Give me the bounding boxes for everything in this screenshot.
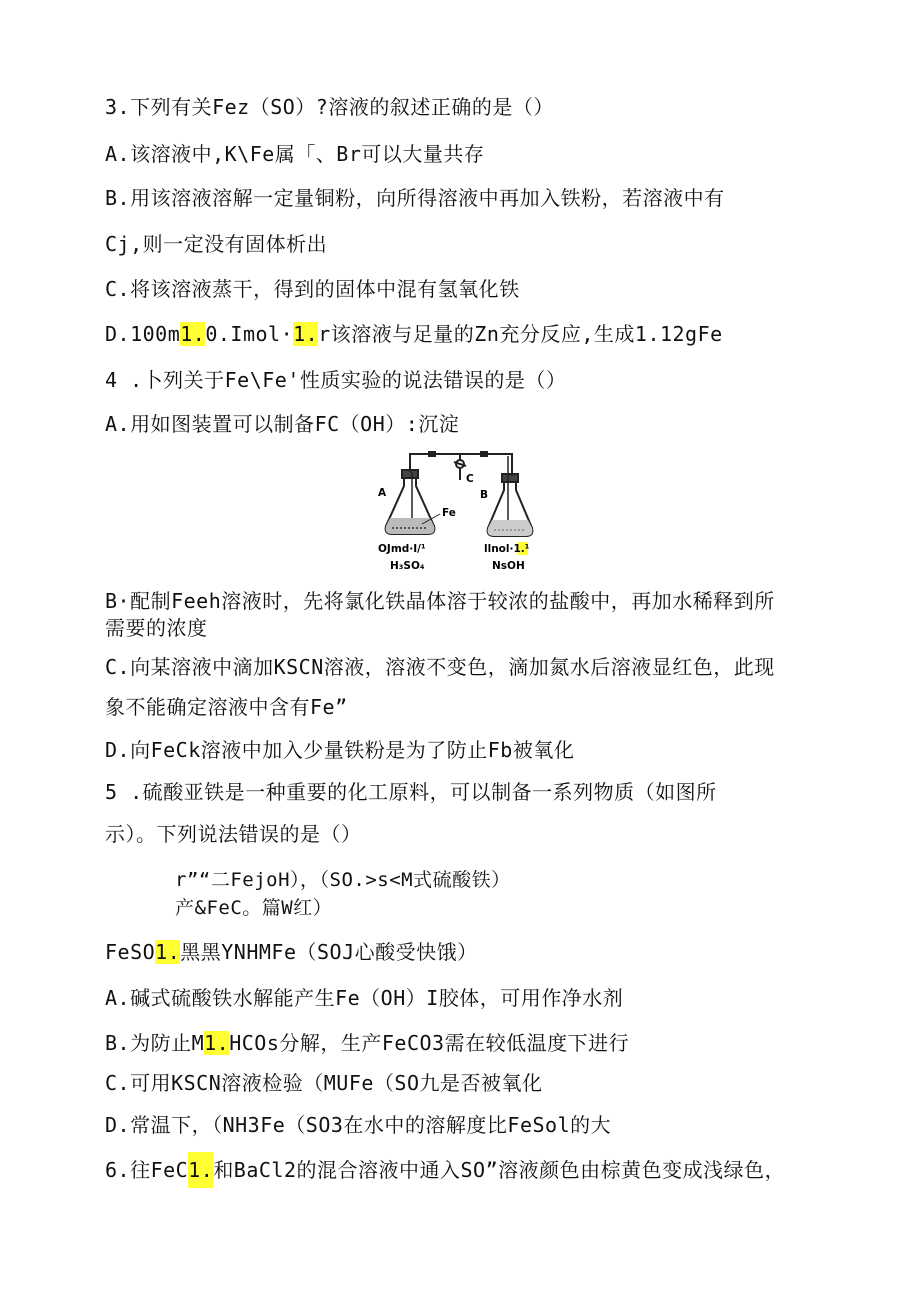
q5-option-b [105,1030,629,1056]
q3-option-d [105,321,723,347]
q3-d-text-2: 0.Imol· [205,322,294,346]
q5-scheme-line2: 产&FeC。篇W红） [175,897,333,919]
highlight-mark: 1. [204,1031,230,1055]
label-a: A [378,487,387,499]
tube-joint [428,451,436,457]
right-caption-post: ¹ [524,543,530,555]
q6-text-1: 6.往FeC [105,1158,189,1182]
right-caption-highlight: 1. [513,543,525,555]
q5-option-c: C.可用KSCN溶液检验（MUFe（SO九是否被氧化 [105,1071,543,1095]
q4-stem: 4 .卜列关于Fe\Fe'性质实验的说法错误的是（） [105,368,567,392]
q3-option-c: C.将该溶液蒸干，得到的固体中混有氢氧化铁 [105,277,520,301]
q5-option-a: A.碱式硫酸铁水解能产生Fe（OH）I胶体，可用作净水剂 [105,986,624,1010]
q5-option-d: D.常温下，（NH3Fe（SO3在水中的溶解度比FeSol的大 [105,1113,612,1137]
q4-option-a: A.用如图装置可以制备FC（OH）:沉淀 [105,412,460,436]
q3-option-a: A.该溶液中,K\Fe属「、Br可以大量共存 [105,142,485,166]
q3-d-text-3: r该溶液与足量的Zn充分反应,生成1.12gFe [318,322,723,346]
label-b: B [480,489,489,501]
q5-scheme-text-2: 黑黑YNHMFe（SOJ心酸受快饿） [180,940,478,964]
right-caption-line2: NsOH [492,560,525,572]
q4-option-c-line1: C.向某溶液中滴加KSCN溶液，溶液不变色，滴加氮水后溶液显红色，此现 [105,655,775,679]
q5-b-text-2: HCOs分解，生产FeCO3需在较低温度下进行 [229,1031,630,1055]
q5-scheme-text-1: FeSO [105,940,156,964]
liquid-a [386,518,435,534]
q5-scheme-line1: r”“二FejoH），（SO.>s<M式硫酸铁） [175,869,511,891]
q5-b-text-1: B.为防止M [105,1031,205,1055]
highlight-mark: 1. [180,322,206,346]
label-fe: Fe [442,507,456,519]
q6-stem [105,1157,785,1183]
left-caption-line1: OJmd·I/¹ [378,543,426,555]
highlight-mark: 1. [293,322,319,346]
q3-stem: 3.下列有关Fez（SO）?溶液的叙述正确的是（） [105,95,554,119]
liquid-b [488,520,533,536]
label-c: C [466,473,474,485]
q3-option-b-line2: Cj,则一定没有固体析出 [105,232,328,256]
right-caption-pre: llnol· [484,543,514,555]
q5-stem-line1: 5 .硫酸亚铁是一种重要的化工原料，可以制备一系列物质（如图所 [105,780,717,804]
q4-option-c-line2: 象不能确定溶液中含有Fe” [105,695,348,719]
q3-d-text-1: D.100m [105,322,181,346]
q3-option-b-line1: B.用该溶液溶解一定量铜粉，向所得溶液中再加入铁粉，若溶液中有 [105,186,725,210]
q4-option-b-line2: 需要的浓度 [105,616,208,640]
q4-option-d: D.向FeCk溶液中加入少量铁粉是为了防止Fb被氧化 [105,738,575,762]
flask-apparatus-figure [368,442,558,572]
q5-stem-line2: 示）。下列说法错误的是（） [105,822,362,846]
q4-option-b-line1: B·配制Feeh溶液时，先将氯化铁晶体溶于较浓的盐酸中，再加水稀释到所 [105,589,775,613]
tube-joint [480,451,488,457]
left-caption-line2: H₃SO₄ [390,560,425,572]
q5-scheme-line3 [105,939,478,965]
highlight-mark: 1. [188,1152,213,1188]
right-caption-line1 [484,543,530,555]
highlight-mark: 1. [155,940,181,964]
stopper-b [502,474,518,482]
q6-text-2: 和BaCl2的混合溶液中通入SO”溶液颜色由棕黄色变成浅绿色， [213,1158,786,1182]
